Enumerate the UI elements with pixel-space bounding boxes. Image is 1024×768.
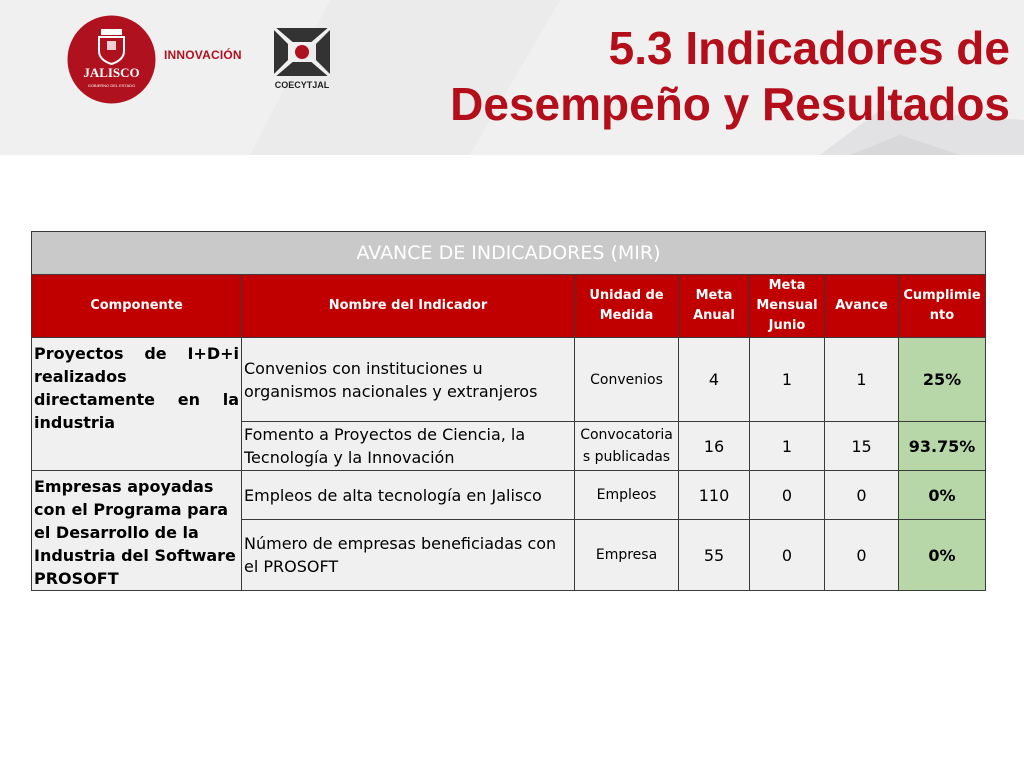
unit-cell: Convocatorias publicadas: [575, 422, 679, 471]
avance-cell: 15: [825, 422, 899, 471]
col-header-cumplimiento: Cumplimiento: [899, 275, 986, 338]
meta-mensual-cell: 1: [750, 422, 825, 471]
cumplimiento-cell: 0%: [899, 520, 986, 591]
component-cell: Proyectos de I+D+i realizados directamente en la industria: [32, 338, 242, 471]
meta-mensual-cell: 0: [750, 471, 825, 520]
table-row: [32, 338, 986, 422]
meta-mensual-cell: 0: [750, 520, 825, 591]
page-title: [450, 20, 1010, 132]
meta-anual-cell: 16: [679, 422, 750, 471]
jalisco-subtitle: GOBIERNO DEL ESTADO: [87, 83, 136, 88]
table-caption-row: [32, 232, 986, 275]
col-header-componente: Componente: [32, 275, 242, 338]
cumplimiento-cell: 93.75%: [899, 422, 986, 471]
cumplimiento-cell: 0%: [899, 471, 986, 520]
page-title-line-1: 5.3 Indicadores de: [608, 22, 1010, 74]
indicator-name-cell: Empleos de alta tecnología en Jalisco: [242, 471, 575, 520]
jalisco-logo: [67, 15, 156, 104]
indicator-name-cell: Convenios con instituciones u organismos nacionales y extranjeros: [242, 338, 575, 422]
slide-header: [0, 0, 1024, 155]
jalisco-wordmark: JALISCO: [83, 65, 140, 80]
unit-cell: Empresa: [575, 520, 679, 591]
coecytjal-logo: [272, 26, 332, 78]
meta-anual-cell: 4: [679, 338, 750, 422]
table-caption: AVANCE DE INDICADORES (MIR): [32, 232, 986, 275]
avance-cell: 0: [825, 520, 899, 591]
meta-anual-cell: 55: [679, 520, 750, 591]
unit-cell: Convenios: [575, 338, 679, 422]
page-title-line-2: Desempeño y Resultados: [450, 78, 1010, 130]
table-header-row: [32, 275, 986, 338]
unit-cell: Empleos: [575, 471, 679, 520]
col-header-nombre: Nombre del Indicador: [242, 275, 575, 338]
table-row: [32, 471, 986, 520]
meta-mensual-cell: 1: [750, 338, 825, 422]
avance-cell: 0: [825, 471, 899, 520]
col-header-meta-mensual: Meta Mensual Junio: [750, 275, 825, 338]
indicators-table: [31, 231, 986, 591]
indicator-name-cell: Fomento a Proyectos de Ciencia, la Tecnología y la Innovación: [242, 422, 575, 471]
meta-anual-cell: 110: [679, 471, 750, 520]
cumplimiento-cell: 25%: [899, 338, 986, 422]
innovacion-label: INNOVACIÓN: [164, 48, 242, 62]
col-header-avance: Avance: [825, 275, 899, 338]
component-cell: Empresas apoyadas con el Programa para el Desarrollo de la Industria del Software PROSOFT: [32, 471, 242, 591]
coecytjal-label: COECYTJAL: [274, 80, 330, 90]
col-header-unidad: Unidad de Medida: [575, 275, 679, 338]
indicator-name-cell: Número de empresas beneficiadas con el PROSOFT: [242, 520, 575, 591]
col-header-meta-anual: Meta Anual: [679, 275, 750, 338]
avance-cell: 1: [825, 338, 899, 422]
